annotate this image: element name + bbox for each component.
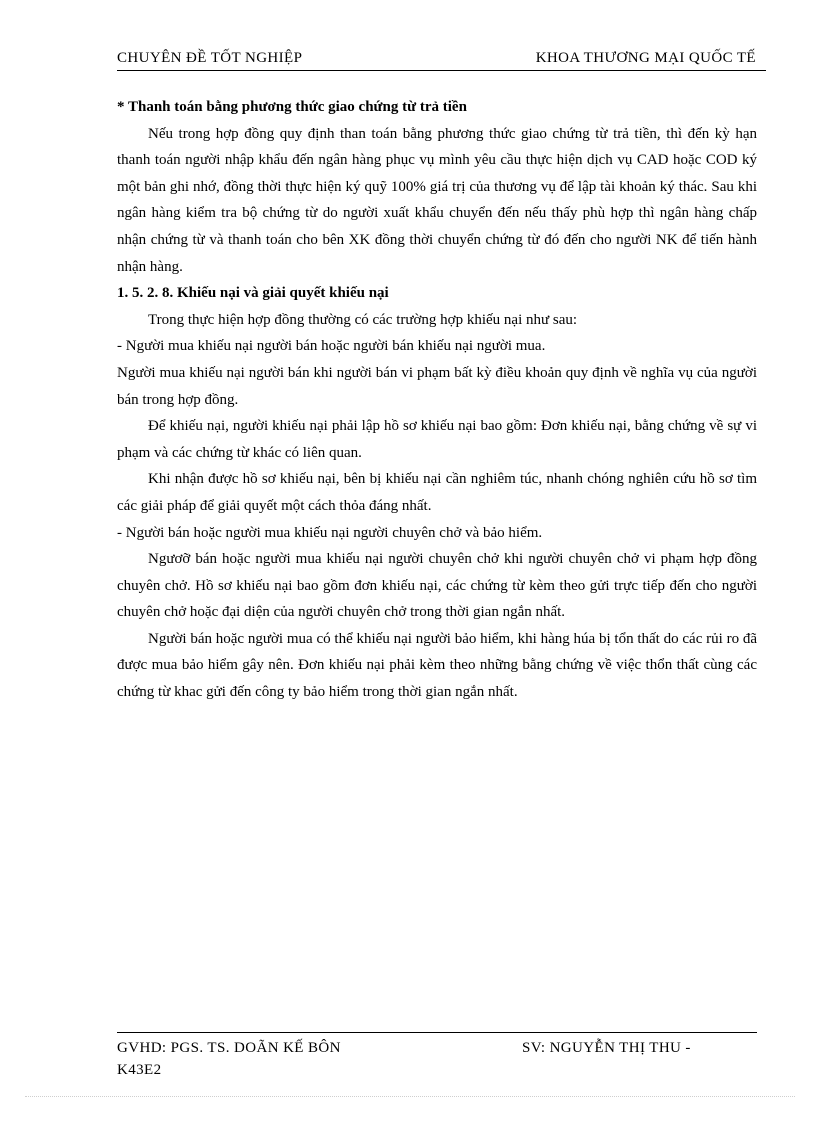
footer-student: SV: NGUYỄN THỊ THU - <box>522 1040 691 1056</box>
header-right: KHOA THƯƠNG MẠI QUỐC TẾ <box>535 50 756 66</box>
footer-advisor: GVHD: PGS. TS. DOÃN KẾ BÔN <box>117 1040 341 1056</box>
document-body <box>117 94 757 706</box>
paragraph: Trong thực hiện hợp đồng thường có các trường hợp khiếu nại như sau: <box>148 311 578 328</box>
paragraph: - Người bán hoặc người mua khiếu nại người chuyên chở và bảo hiểm. <box>117 524 543 541</box>
subsection-title: 1. 5. 2. 8. Khiếu nại và giải quyết khiếu nại <box>117 285 389 302</box>
paragraph: - Người mua khiếu nại người bán hoặc người bán khiếu nại người mua. <box>117 338 546 355</box>
page-header <box>117 48 766 71</box>
paragraph: Để khiếu nại, người khiếu nại phải lập hồ sơ khiếu nại bao gồm: Đơn khiếu nại, bằng chứng về sự vi phạm và các chứng từ khác có liên quan. <box>117 418 757 461</box>
footer-class: K43E2 <box>117 1062 162 1078</box>
paragraph: Nếu trong hợp đồng quy định than toán bằng phương thức giao chứng từ trả tiền, thì đến kỳ hạn thanh toán người nhập khẩu đến ngân hàng phục vụ mình yêu cầu thực hiện dịch vụ CAD hoặc COD ký một bản ghi nhớ, đồng thời thực hiện ký quỹ 100% giá trị của thương vụ để lập tài khoản ký thác. Sau khi ngân hàng kiểm tra bộ chứng từ do người xuất khẩu chuyển đến nếu thấy phù hợp thì ngân hàng chấp nhận chứng từ và thanh toán cho bên XK đồng thời chuyển chứng từ đó đến cho người NK để tiến hành nhận hàng. <box>117 125 757 275</box>
page-bottom-divider <box>25 1096 795 1097</box>
page-footer <box>117 1032 757 1078</box>
paragraph: Người bán hoặc người mua có thể khiếu nại người bảo hiểm, khi hàng húa bị tổn thất do các rủi ro đã được mua bảo hiểm gây nên. Đơn khiếu nại phải kèm theo những bằng chứng về việc thổn thất cùng các chứng từ khac gửi đến công ty bảo hiểm trong thời gian ngắn nhất. <box>117 630 757 701</box>
paragraph: Khi nhận được hồ sơ khiếu nại, bên bị khiếu nại cần nghiêm túc, nhanh chóng nghiên cứu hồ sơ tìm các giải pháp để giải quyết một cách thỏa đáng nhất. <box>117 471 757 514</box>
section-title: * Thanh toán bằng phương thức giao chứng từ trả tiền <box>117 99 467 115</box>
paragraph: Ngươỡ bán hoặc người mua khiếu nại người chuyên chở khi người chuyên chở vi phạm hợp đồng chuyên chở. Hồ sơ khiếu nại bao gồm đơn khiếu nại, các chứng từ kèm theo gửi trực tiếp đến cho người chuyên chở hoặc đại diện của người chuyên chở trong thời gian ngắn nhất. <box>117 551 757 621</box>
paragraph: Người mua khiếu nại người bán khi người bán vi phạm bất kỳ điều khoản quy định về nghĩa vụ của người bán trong hợp đồng. <box>117 364 757 408</box>
header-left: CHUYÊN ĐỀ TỐT NGHIỆP <box>117 50 303 66</box>
